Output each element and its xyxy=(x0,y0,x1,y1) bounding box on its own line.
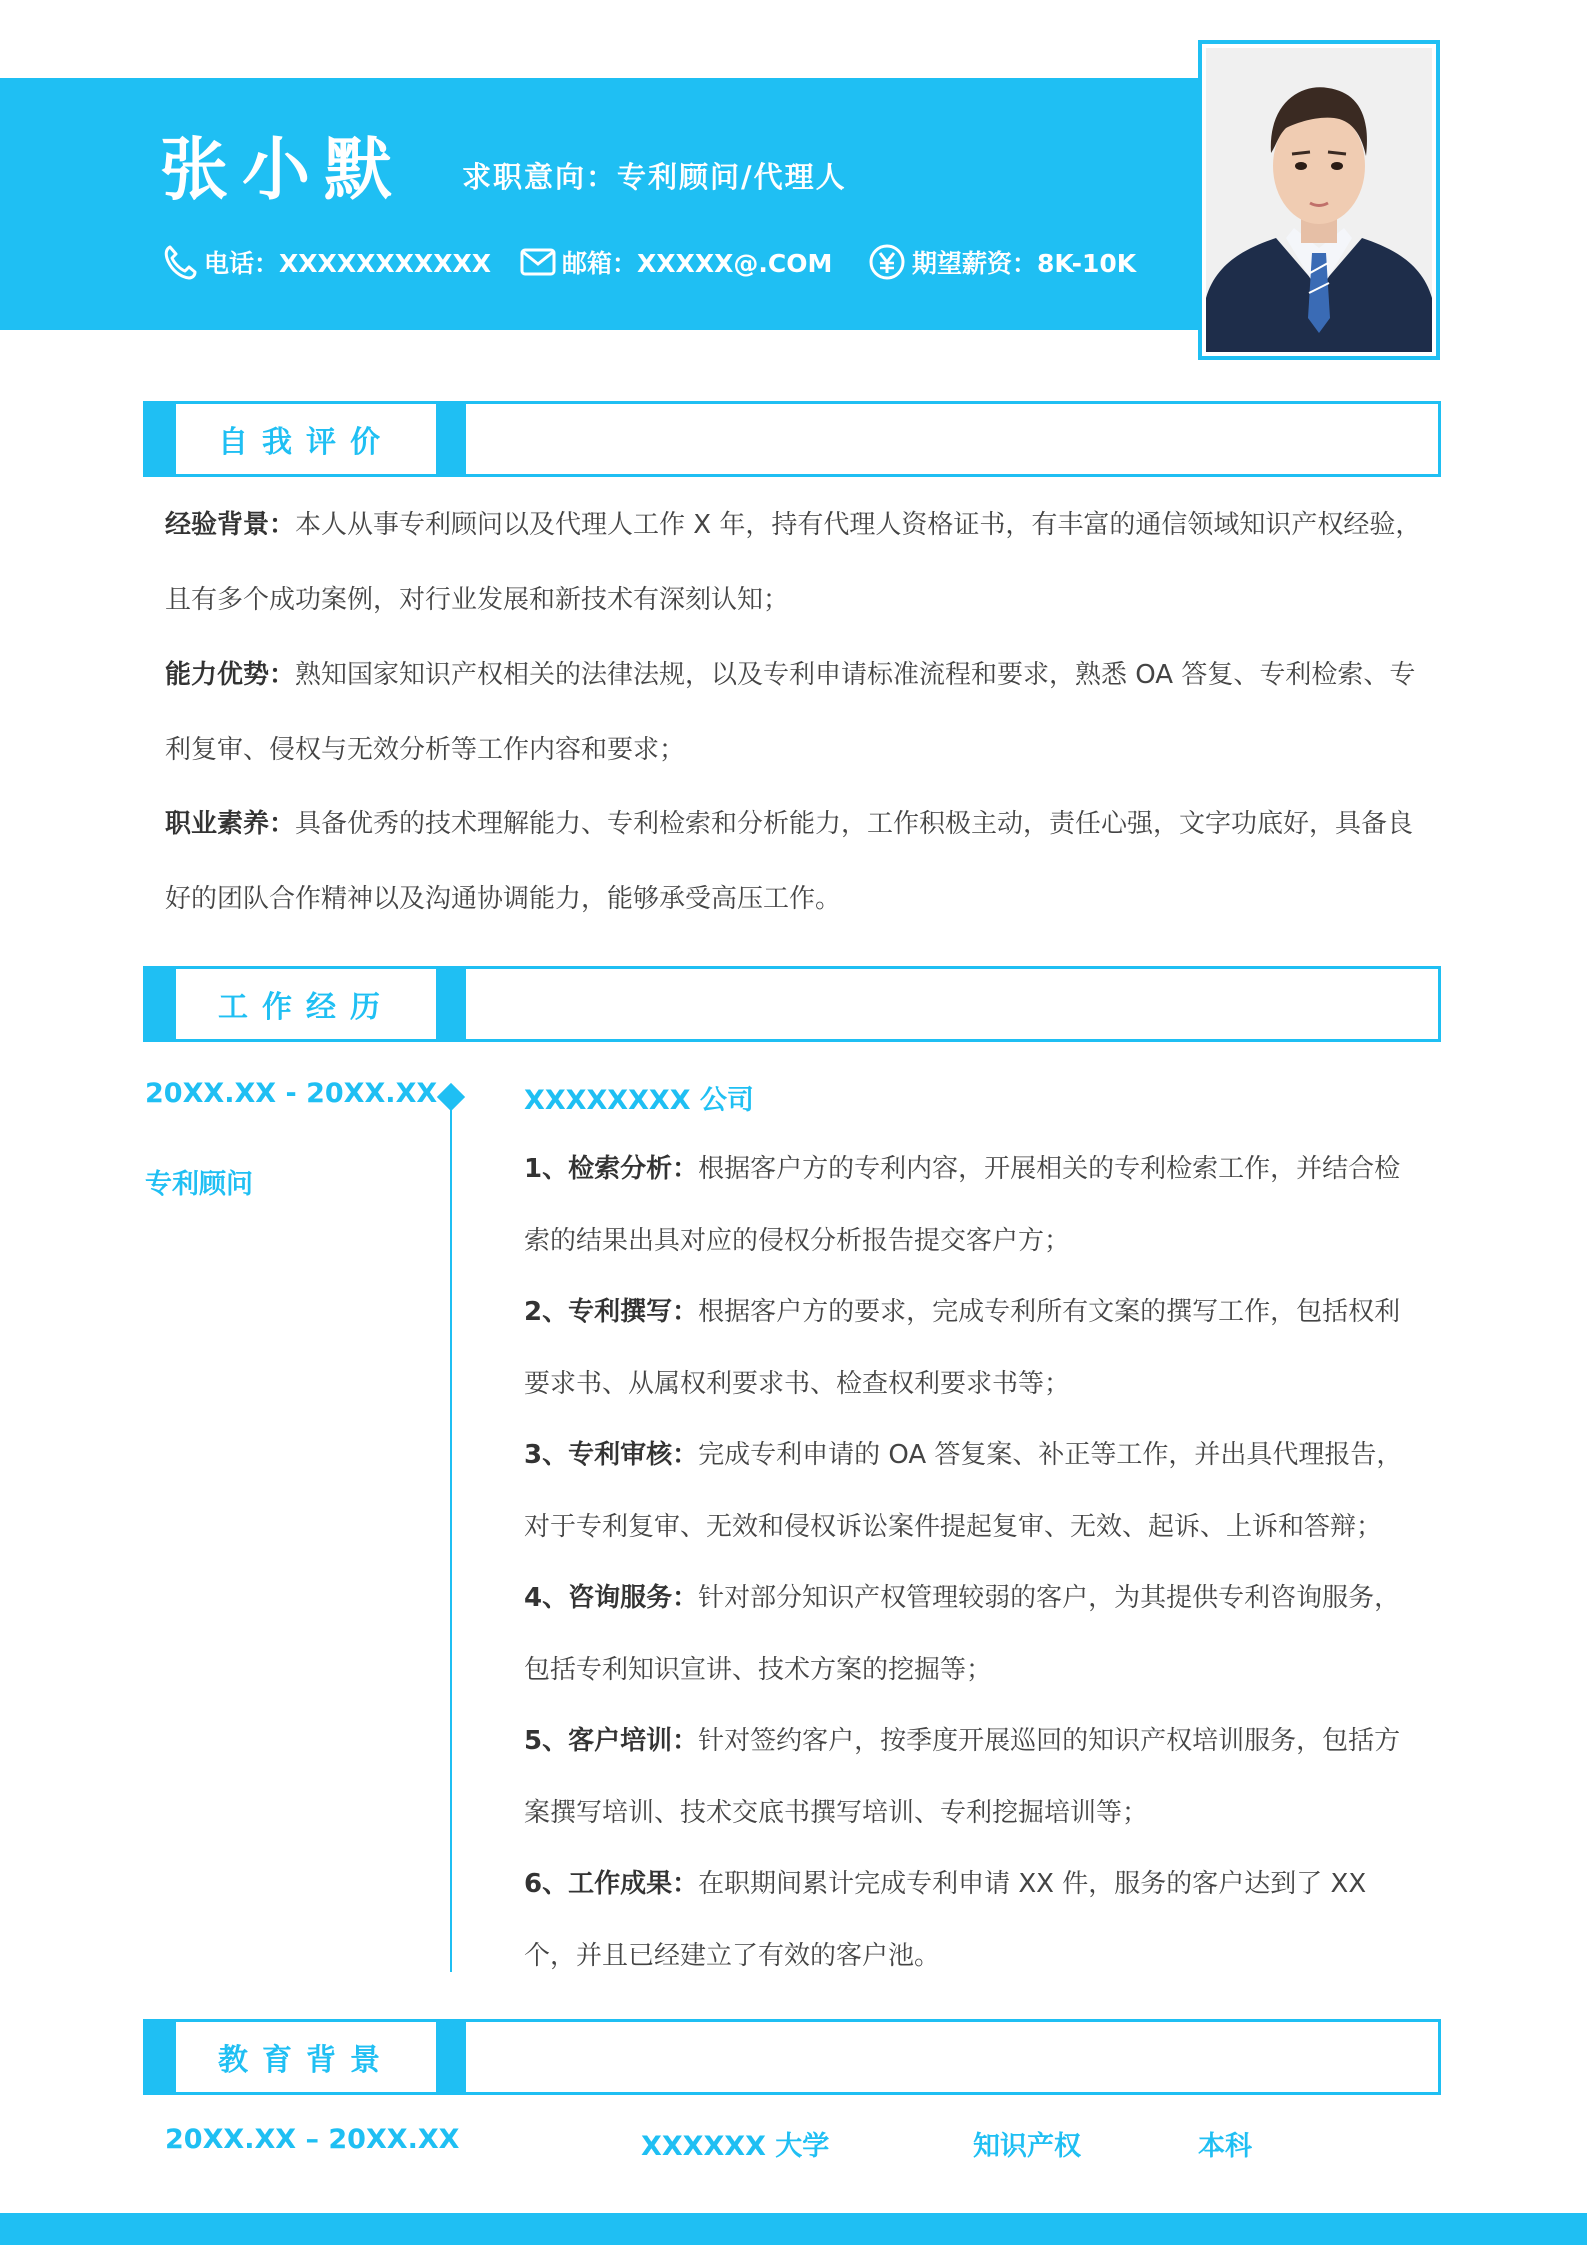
job-intent: 求职意向：专利顾问/代理人 xyxy=(462,160,847,194)
section-header-education xyxy=(143,2019,1441,2095)
profile-photo-frame xyxy=(1198,40,1440,360)
item-label: 经验背景： xyxy=(165,510,296,540)
item-text: 具备优秀的技术理解能力、专利检索和分析能力，工作积极主动，责任心强，文字功底好，具备良好的团队合作精神以及沟通协调能力，能够承受高压工作。 xyxy=(165,809,1414,914)
contact-phone xyxy=(160,242,491,282)
section-title: 工作经历 xyxy=(218,990,394,1025)
duty-item xyxy=(524,1277,1424,1420)
yen-icon xyxy=(866,242,908,282)
duty-item xyxy=(524,1849,1424,1992)
salary-label: 期望薪资：8K-10K xyxy=(912,249,1137,278)
duty-text: 完成专利申请的 OA 答复案、补正等工作，并出具代理报告，对于专利复审、无效和侵权诉讼案件提起复审、无效、起诉、上诉和答辩； xyxy=(524,1440,1403,1542)
duty-item xyxy=(524,1706,1424,1849)
contact-salary xyxy=(866,242,1136,282)
self-eval-item xyxy=(165,787,1425,937)
section-bar-right xyxy=(436,2022,466,2092)
duty-label: 5、客户培训： xyxy=(524,1726,699,1756)
item-label: 能力优势： xyxy=(165,660,296,690)
work-period: 20XX.XX - 20XX.XX xyxy=(145,1078,438,1109)
work-company: XXXXXXXX 公司 xyxy=(524,1085,754,1116)
duty-text: 根据客户方的要求，完成专利所有文案的撰写工作，包括权利要求书、从属权利要求书、检查权利要求书等； xyxy=(524,1297,1401,1399)
duty-text: 针对签约客户，按季度开展巡回的知识产权培训服务，包括方案撰写培训、技术交底书撰写培训、专利挖掘培训等； xyxy=(524,1726,1401,1828)
duty-item xyxy=(524,1563,1424,1706)
section-title: 教育背景 xyxy=(218,2043,394,2078)
footer-band xyxy=(0,2213,1587,2245)
duty-label: 4、咨询服务： xyxy=(524,1583,699,1613)
section-bar-right xyxy=(436,969,466,1039)
self-eval-item xyxy=(165,488,1425,638)
item-text: 本人从事专利顾问以及代理人工作 X 年，持有代理人资格证书，有丰富的通信领域知识产权经验，且有多个成功案例，对行业发展和新技术有深刻认知； xyxy=(165,510,1422,615)
section-bar-left xyxy=(146,404,176,474)
timeline-line xyxy=(450,1096,452,1972)
contact-email xyxy=(518,242,832,282)
duty-item xyxy=(524,1134,1424,1277)
education-school: XXXXXX 大学 xyxy=(641,2131,830,2162)
education-degree: 本科 xyxy=(1198,2131,1252,2162)
work-duties xyxy=(524,1134,1424,1992)
work-role: 专利顾问 xyxy=(145,1169,253,1200)
education-period: 20XX.XX – 20XX.XX xyxy=(165,2124,460,2155)
section-bar-right xyxy=(436,404,466,474)
section-bar-left xyxy=(146,2022,176,2092)
duty-text: 根据客户方的专利内容，开展相关的专利检索工作，并结合检索的结果出具对应的侵权分析报告提交客户方； xyxy=(524,1154,1401,1256)
duty-label: 6、工作成果： xyxy=(524,1869,699,1899)
section-bar-left xyxy=(146,969,176,1039)
profile-photo xyxy=(1206,48,1432,352)
duty-text: 针对部分知识产权管理较弱的客户，为其提供专利咨询服务，包括专利知识宣讲、技术方案的挖掘等； xyxy=(524,1583,1401,1685)
section-title: 自我评价 xyxy=(218,425,394,460)
self-eval-item xyxy=(165,638,1425,788)
phone-icon xyxy=(160,242,200,282)
education-major: 知识产权 xyxy=(973,2131,1081,2162)
timeline-diamond-icon xyxy=(437,1083,465,1111)
section-header-work xyxy=(143,966,1441,1042)
duty-text: 在职期间累计完成专利申请 XX 件，服务的客户达到了 XX 个，并且已经建立了有效的客户池。 xyxy=(524,1869,1367,1971)
duty-label: 1、检索分析： xyxy=(524,1154,699,1184)
duty-item xyxy=(524,1420,1424,1563)
item-text: 熟知国家知识产权相关的法律法规，以及专利申请标准流程和要求，熟悉 OA 答复、专利检索、专利复审、侵权与无效分析等工作内容和要求； xyxy=(165,660,1416,765)
phone-label: 电话：XXXXXXXXXXX xyxy=(204,249,492,278)
candidate-name: 张小默 xyxy=(160,131,407,210)
duty-label: 3、专利审核： xyxy=(524,1440,699,1470)
item-label: 职业素养： xyxy=(165,809,296,839)
section-header-self-eval xyxy=(143,401,1441,477)
email-label: 邮箱：XXXXX@.COM xyxy=(562,249,833,278)
mail-icon xyxy=(518,242,558,282)
duty-label: 2、专利撰写： xyxy=(524,1297,699,1327)
